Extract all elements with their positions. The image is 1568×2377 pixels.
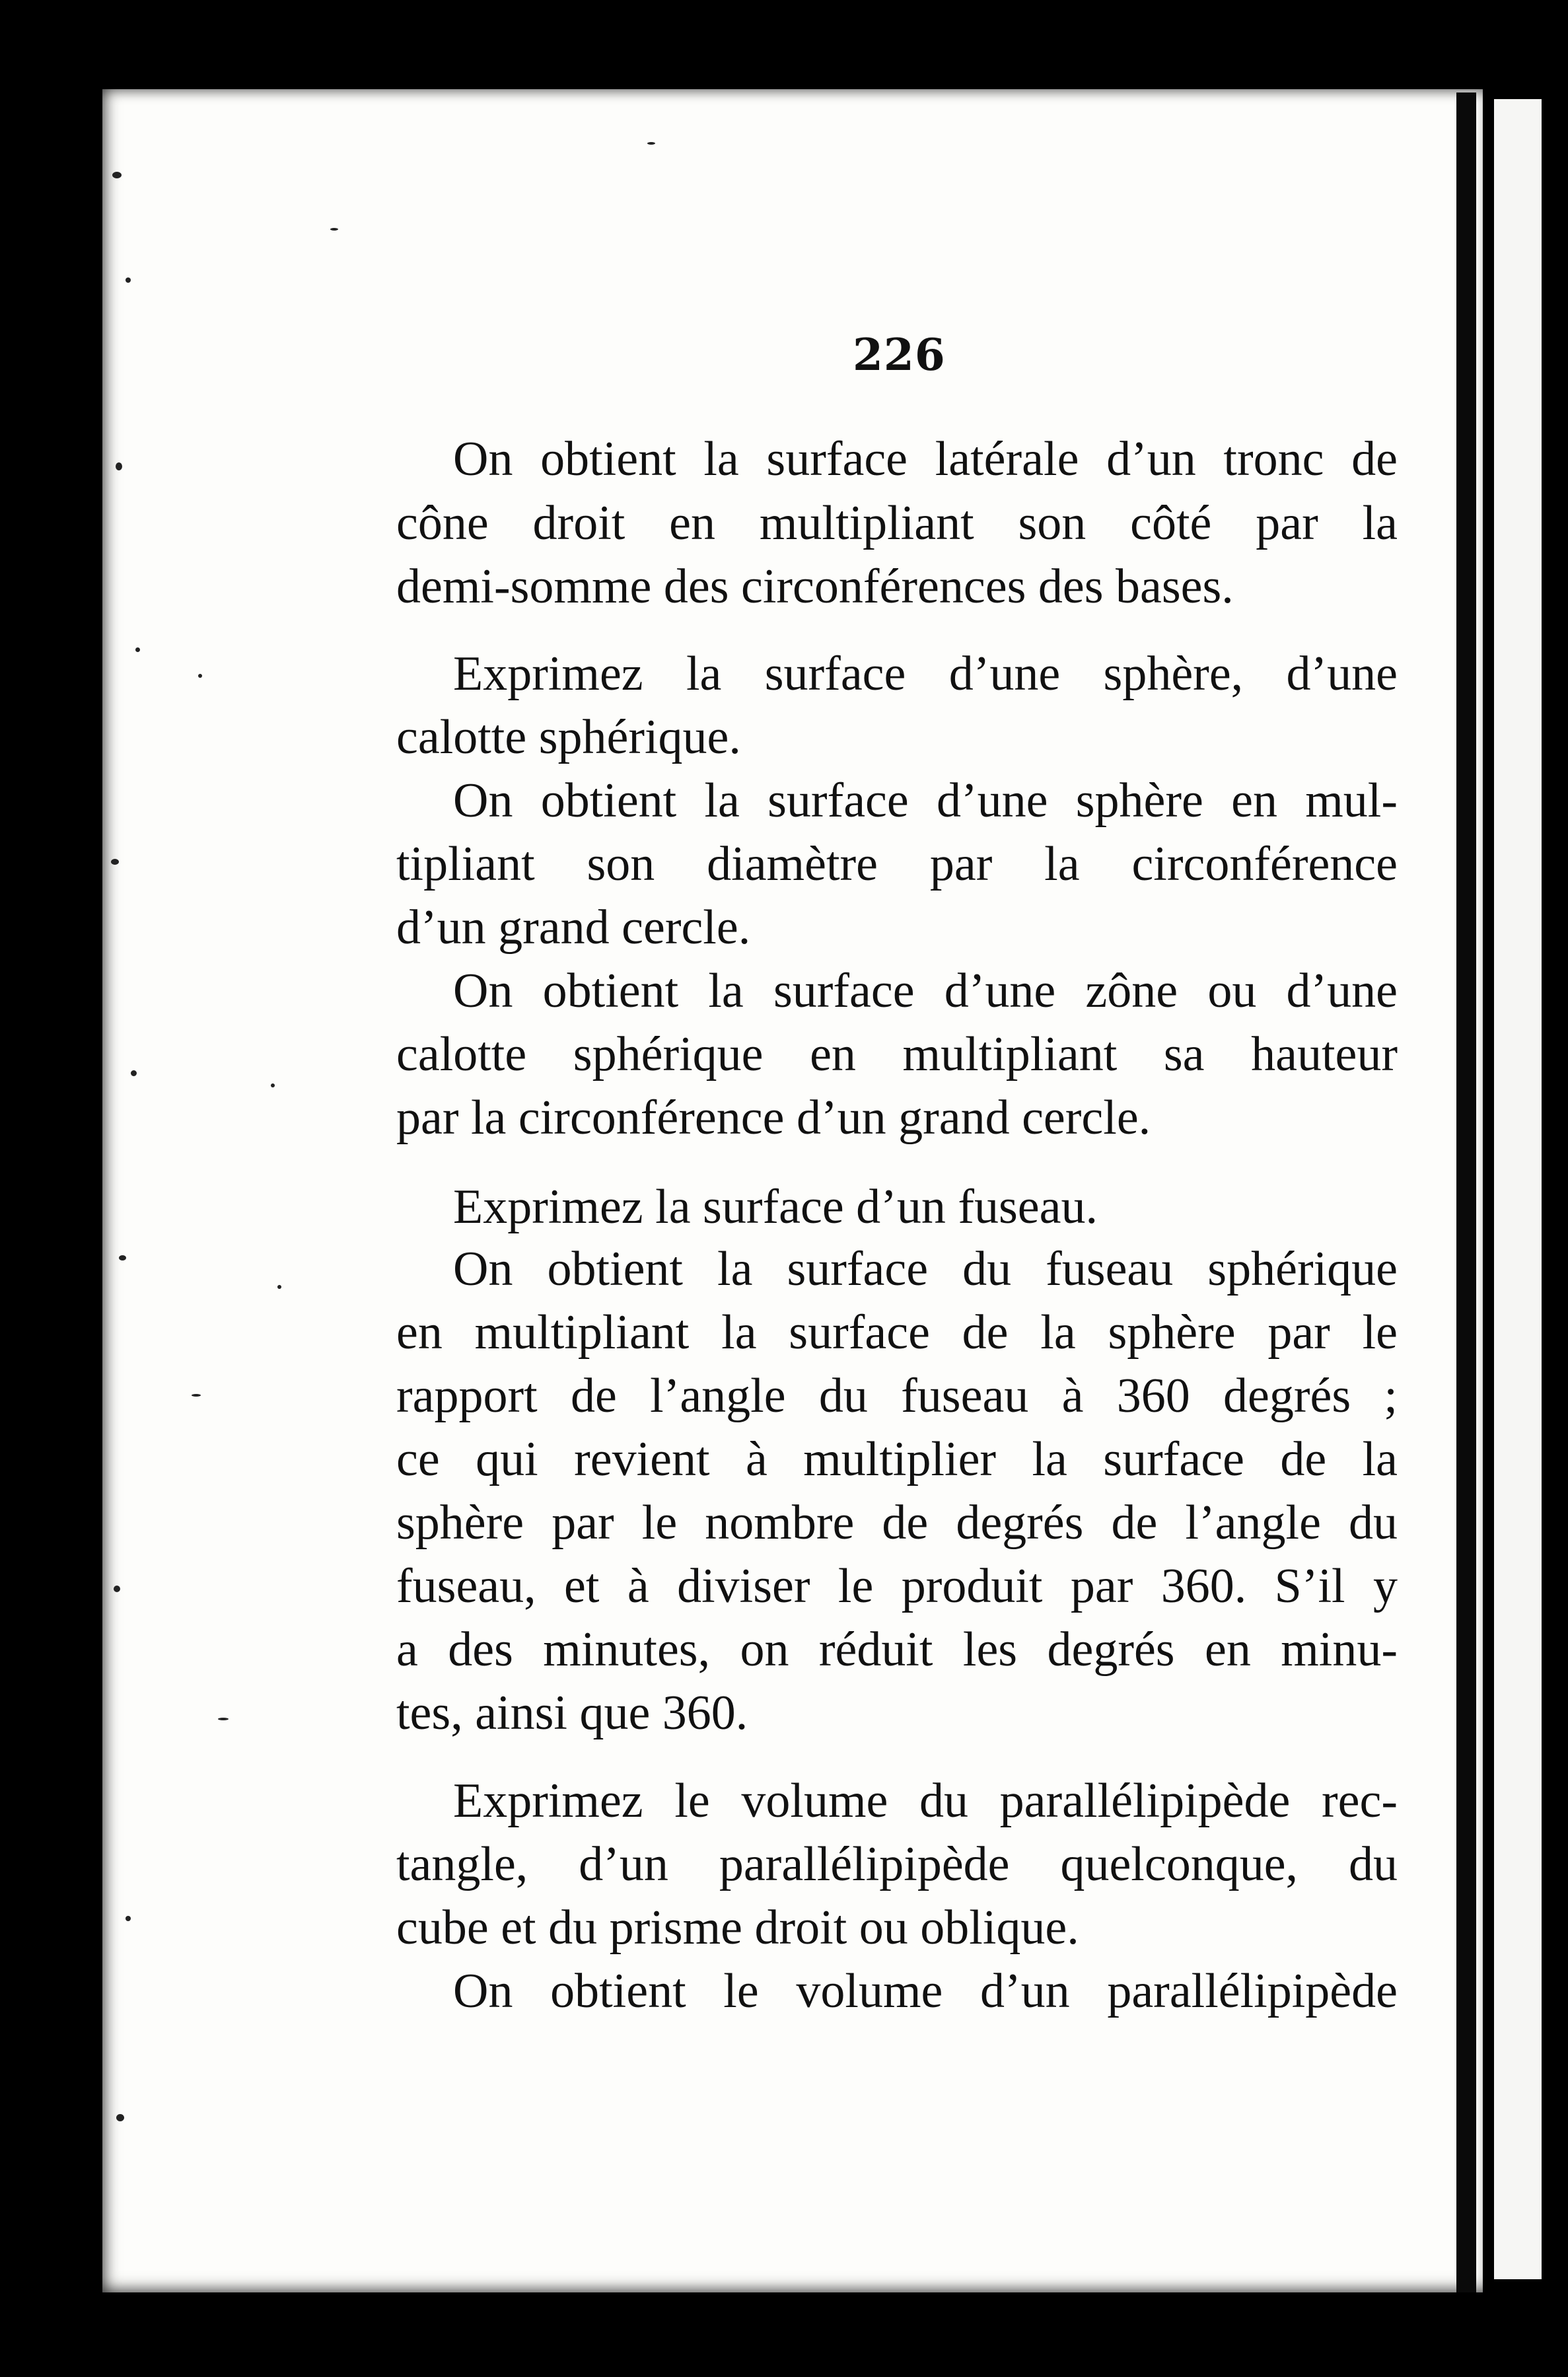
text-line: rapport de l’angle du fuseau à 360 degrés ; [396,1369,1398,1423]
text-line: tes, ainsi que 360. [396,1686,748,1740]
text-line: demi-somme des circonférences des bases. [396,560,1234,614]
text-line: calotte sphérique. [396,710,741,764]
text-line: On obtient le volume d’un parallélipipède [453,1964,1398,2018]
text-line: cône droit en multipliant son côté par la [396,496,1398,550]
text-line: tipliant son diamètre par la circonférence [396,837,1398,891]
text-line: par la circonférence d’un grand cercle. [396,1091,1151,1145]
text-line: Exprimez la surface d’une sphère, d’une [453,647,1398,701]
text-line: On obtient la surface latérale d’un tronc de [453,432,1398,486]
text-line: d’un grand cercle. [396,900,751,955]
page-edge [1494,99,1542,2279]
text-line: sphère par le nombre de degrés de l’angle du [396,1496,1398,1550]
binding-edge [1456,92,1476,2292]
text-line: tangle, d’un parallélipipède quelconque, du [396,1837,1398,1891]
text-line: On obtient la surface d’une zône ou d’une [453,964,1398,1018]
text-line: a des minutes, on réduit les degrés en minu- [396,1623,1398,1677]
text-line: On obtient la surface d’une sphère en mul- [453,774,1398,828]
text-line: cube et du prisme droit ou oblique. [396,1901,1079,1955]
text-line: fuseau, et à diviser le produit par 360. S’il y [396,1559,1398,1613]
text-line: en multipliant la surface de la sphère par le [396,1305,1398,1360]
text-line: ce qui revient à multiplier la surface de la [396,1432,1398,1486]
text-line: calotte sphérique en multipliant sa hauteur [396,1027,1398,1081]
text-line: Exprimez le volume du parallélipipède rec- [453,1774,1398,1828]
page-number: 226 [853,329,946,381]
text-line: On obtient la surface du fuseau sphérique [453,1242,1398,1296]
text-line: Exprimez la surface d’un fuseau. [453,1180,1098,1234]
